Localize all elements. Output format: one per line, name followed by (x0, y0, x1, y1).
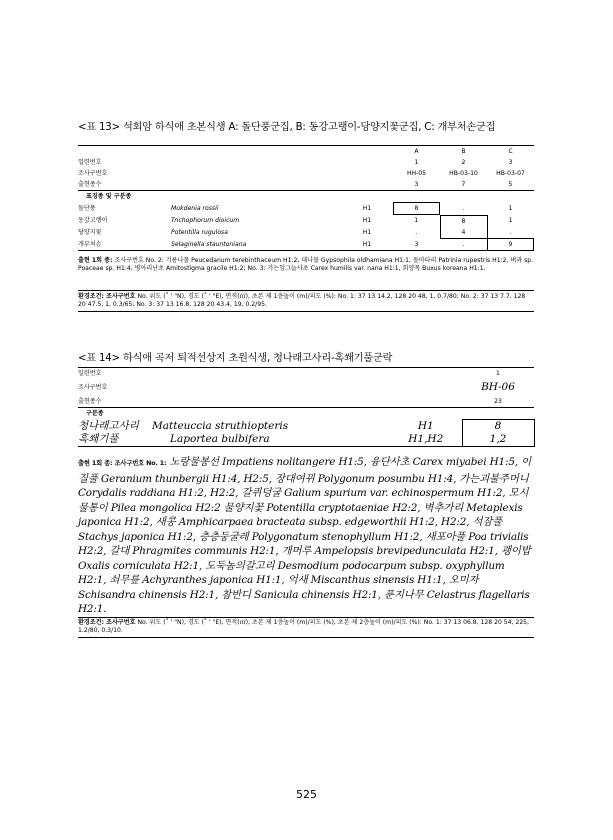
row-label: 조사구번호 (78, 170, 108, 177)
row-label: 조사구번호 (78, 384, 108, 391)
table13-caption: <표 13> 석회암 하식애 초본식생 A: 돌단풍군집, B: 동강고랭이-당양지꽃군집, C: 개부처손군집 (78, 122, 496, 133)
occurrence-text: 조사구번호 No. 2: 기름나물 Peucedanum terebinthaceum H1:2, 대나물 Gypsophila oldhamiana H1:1, 돌마타리 Patrinia rupestris H1:2, 벼과 sp. Poaceae sp. H1:4, 병아리난초 Amitostigma gracile H1:2; No. 3: 가는잎그늘사초 Carex humilis var. nana H1:1, 회양목 Buxus koreana H1:1. (78, 257, 534, 273)
cell: HB-03-10 (449, 170, 478, 177)
layer: H1 (362, 205, 372, 212)
divider (78, 311, 534, 312)
cell: 23 (462, 396, 534, 408)
species-scientific: Potentilla rugulosa (171, 228, 228, 236)
cell: 1 (414, 159, 419, 166)
occurrence-text: 노랑물봉선 Impatiens nolitangere H1:5, 융단사초 Carex miyabei H1:5, 이질풀 Geranium thunbergii H1:4, H2:5, 장대여뀌 Polygonum posumbu H1:4, 가는괴불주머니 Corydalis raddiana H1:2, H2:2, 갈퀴덩굴 Galium spurium var. echinospermum H1:2, 모시물통이 Pilea mongolica H2:2 물양지꽃 Potentilla cryptotaeniae H2:2, 벽추가리 Metaplexis japonica H1:2, 새콩 Amphicarpaea bracteata subsp. edgeworthii H1:2, H2:2, 석잠풀 Stachys japonica H1:2, 층층둥굴레 Polygonatum stenophyllum H1:2, 새포아풀 Poa trivialis H2:2, 갈대 Phragmites communis H2:1, 개머루 Ampelopsis brevipedunculata H2:1, 괭이밥 Oxalis corniculata H2:1, 도둑놈의갈고리 Desmodium podocarpum subsp. oxyphyllum H2:1, 쇠무릎 Achyranthes japonica H1:1, 억새 Miscanthus sinensis H1:1, 오미자 Schisandra chinensis H2:1, 참반디 Sanicula chinensis H2:1, 푼지나무 Celastrus flagellaris H2:1. (78, 456, 532, 615)
occurrence-label: 출현 1회 종: (78, 257, 113, 264)
row-label: 일련번호 (78, 159, 102, 166)
table13-environment-note (78, 293, 534, 310)
diagnostic-box-b: 8 (440, 215, 487, 227)
cell: 3 (393, 179, 440, 191)
cell: . (415, 228, 418, 236)
species-scientific: Selaginella stauntoniana (171, 238, 341, 251)
table14-caption: <표 14> 하식애 곡저 퇴적선상지 초원식생, 청나래고사리-혹쐐기풀군락 (78, 353, 393, 364)
cell: HB-03-07 (496, 170, 525, 177)
row-label: 일련번호 (78, 368, 152, 380)
cell: . (462, 204, 465, 212)
species-scientific: Trichophorum dioicum (171, 217, 240, 225)
species-header: 구분종 (86, 410, 104, 418)
species-korean: 돌단풍 (78, 205, 96, 212)
cell: . (440, 238, 487, 251)
divider (78, 637, 534, 638)
occurrence-label: 출현 1회 종: 조사구번호 No. 1: (78, 460, 167, 467)
species-korean: 당양지꽃 (78, 228, 102, 236)
cell: 3 (393, 238, 440, 251)
diagnostic-box: 1,2 (462, 433, 534, 447)
cell: 7 (440, 179, 487, 191)
table13-occurrence-note (78, 257, 534, 274)
layer: H1 (417, 419, 434, 432)
env-text: No. 위도 (˚ ' "N), 경도 (˚ ' "E), 면적(㎡), 초본 제 1층높이 (m)/피도 (%): No. 1: 37 13 14.2, 128 20 48, 1, 0.7/80; No. 2: 37 13 7.7, 128 20 47.5, 1, 0.3/65; No. 3: 37 13 16.8, 128 20 43.4, 19, 0.2/95. (78, 293, 526, 309)
cell: 1 (462, 368, 534, 380)
cell: . (509, 228, 512, 236)
cell: 5 (487, 179, 534, 191)
env-label: 환경조건: 조사구번호 (78, 619, 136, 626)
cell: 2 (461, 159, 466, 166)
layer: H1,H2 (390, 433, 462, 447)
table14 (78, 367, 535, 447)
group-header-a: A (393, 146, 440, 158)
table14-occurrence-note (78, 455, 534, 617)
layer: H1 (341, 238, 393, 251)
divider (78, 617, 534, 618)
species-scientific: Matteuccia struthiopteris (152, 419, 289, 432)
diagnostic-box: 8 (462, 420, 534, 434)
species-header: 표징종 및 구분종 (86, 193, 132, 200)
layer: H1 (362, 217, 372, 225)
group-header-b: B (440, 146, 487, 158)
row-label: 출현종수 (78, 396, 152, 408)
cell: HH-05 (406, 170, 427, 177)
page-number: 525 (296, 788, 317, 801)
species-korean: 동강고랭이 (78, 217, 108, 225)
species-scientific: Laportea bulbifera (152, 433, 390, 447)
species-korean: 청나래고사리 (78, 419, 139, 432)
table14-environment-note (78, 619, 534, 636)
cell: BH-06 (481, 381, 515, 393)
species-korean: 혹쐐기풀 (78, 433, 152, 447)
species-korean: 개부처손 (78, 238, 171, 251)
group-header-c: C (487, 146, 534, 158)
diagnostic-box-c: 9 (487, 238, 534, 250)
cell: 1 (508, 205, 513, 212)
row-label: 출현종수 (78, 179, 171, 191)
divider (78, 290, 534, 291)
env-label: 환경조건: 조사구번호 (78, 293, 136, 300)
layer: H1 (362, 228, 372, 236)
diagnostic-box-b: 4 (440, 227, 487, 239)
env-text: No. 위도 (˚ ' "N), 경도 (˚ ' "E), 면적(㎡), 초본 제 1층높이 (m)/피도 (%), 초본 제 2층높이 (m)/피도 (%): No. 1: 37 13 06.8, 128 20 54, 225, 1.2/80, 0.3/10. (78, 619, 529, 635)
table13 (78, 145, 534, 251)
cell: 3 (508, 159, 513, 166)
species-scientific: Mukdenia rossii (171, 205, 219, 212)
cell: 1 (414, 217, 419, 225)
cell: 1 (508, 217, 513, 225)
diagnostic-box-a: 8 (393, 202, 440, 215)
